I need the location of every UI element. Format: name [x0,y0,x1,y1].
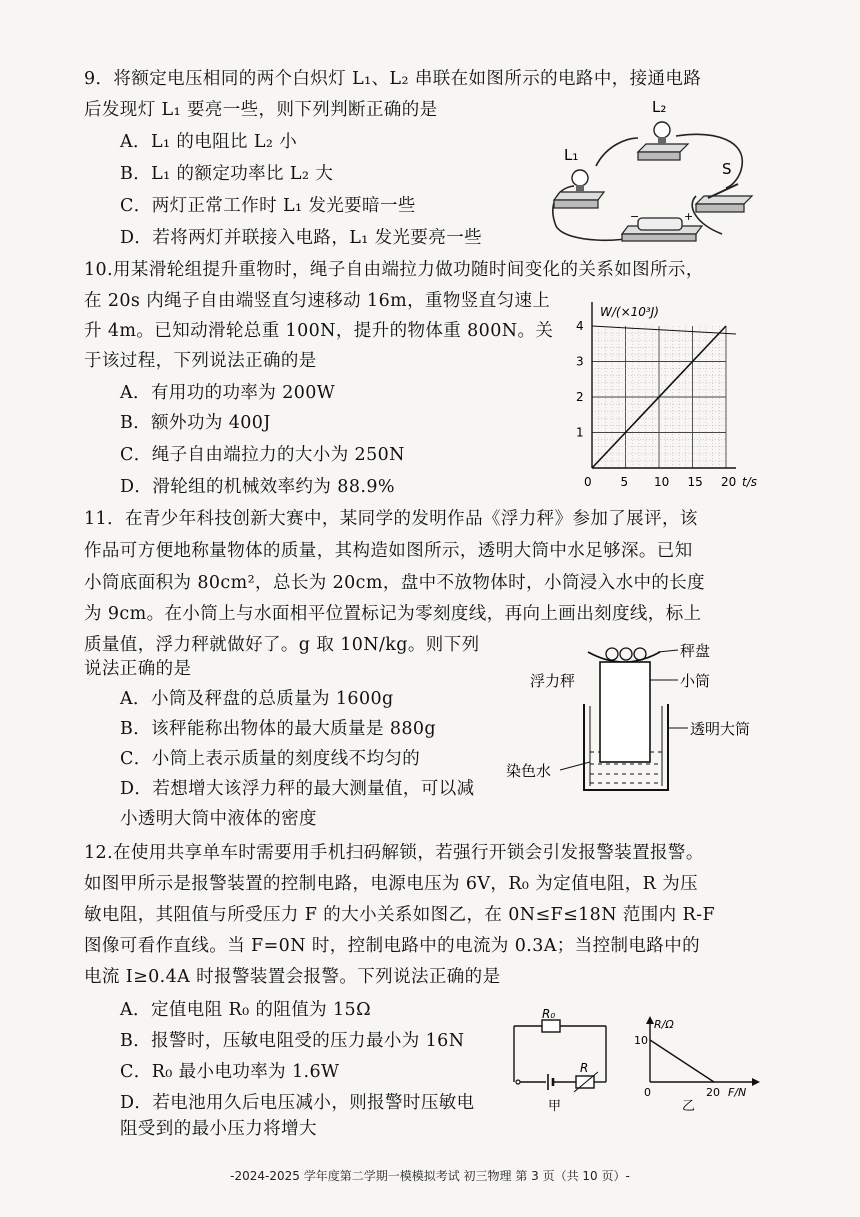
q12-option-c: C．R₀ 最小电功率为 1.6W [120,1062,340,1082]
rf-x20: 20 [706,1086,720,1099]
rf-y10: 10 [634,1034,648,1047]
pan-icon [588,652,660,662]
q12-option-a: A．定值电阻 R₀ 的阻值为 15Ω [120,1000,371,1020]
svg-text:−: − [630,210,640,223]
q11-stem-line-1: 11．在青少年科技创新大赛中，某同学的发明作品《浮力秤》参加了展评，该 [84,509,698,529]
label-l2: L₂ [652,98,667,116]
q11-option-b: B．该秤能称出物体的最大质量是 880g [120,719,437,739]
q11-stem-line-2: 作品可方便地称量物体的质量，其构造如图所示，透明大筒中水足够深。已知 [84,541,693,561]
label-r0: R₀ [542,1007,556,1021]
q12-stem-line-5: 电流 I≥0.4A 时报警装置会报警。下列说法正确的是 [84,967,501,987]
y-tick-label: 2 [576,390,584,404]
label-scale: 浮力秤 [530,672,576,690]
q11-option-d-continued: 小透明大筒中液体的密度 [120,809,317,829]
bulb-l2-icon [654,122,670,138]
q10-stem-line-2: 在 20s 内绳子自由端竖直匀速移动 16m，重物竖直匀速上 [84,291,551,311]
rf-origin: 0 [644,1086,651,1099]
q10-work-time-graph [566,290,766,490]
q11-stem-line-4: 为 9cm。在小筒上与水面相平位置标记为零刻度线，再向上画出刻度线，标上 [84,604,702,624]
top-edge-line [592,326,736,334]
q12-circuit-jia [506,1007,626,1116]
q10-stem-line-1: 10.用某滑轮组提升重物时，绳子自由端拉力做功随时间变化的关系如图所示， [84,260,704,280]
label-pan: 秤盘 [680,642,711,660]
x-tick-label: 15 [687,475,703,489]
q11-buoyancy-scale-figure [500,640,770,800]
q12-stem-line-2: 如图甲所示是报警装置的控制电路，电源电压为 6V，R₀ 为定值电阻，R 为压 [84,874,699,894]
q10-option-c: C．绳子自由端拉力的大小为 250N [120,445,405,465]
y-tick-label: 4 [576,319,584,333]
q10-option-b: B．额外功为 400J [120,413,271,433]
q9-option-c: C．两灯正常工作时 L₁ 发光要暗一些 [120,196,416,216]
caption-yi: 乙 [682,1099,696,1114]
graph-xlabel: t/s [742,475,757,489]
bulb-l1-icon [572,170,588,186]
caption-jia: 甲 [548,1099,562,1114]
q9-option-a: A．L₁ 的电阻比 L₂ 小 [120,132,298,152]
q12-stem-line-3: 敏电阻，其阻值与所受压力 F 的大小关系如图乙，在 0N≤F≤18N 范围内 R-F [84,905,715,925]
q12-stem-line-4: 图像可看作直线。当 F=0N 时，控制电路中的电流为 0.3A；当控制电路中的 [84,936,701,956]
q11-stem-line-3: 小筒底面积为 80cm²，总长为 20cm，盘中不放物体时，小筒浸入水中的长度 [84,573,706,593]
q10-option-d: D．滑轮组的机械效率约为 88.9% [120,477,395,497]
x-tick-label: 20 [721,475,737,489]
r-f-line [650,1040,714,1082]
label-r: R [580,1061,589,1075]
q11-option-c: C．小筒上表示质量的刻度线不均匀的 [120,749,421,769]
q9-circuit-figure [546,96,760,246]
q10-stem-line-3: 升 4m。已知动滑轮总重 100N，提升的物体重 800N。关 [84,321,554,341]
q9-stem-line-2: 后发现灯 L₁ 要亮一些，则下列判断正确的是 [84,100,438,120]
small-tube-icon [600,662,650,762]
q12-option-b: B．报警时，压敏电阻受的压力最小为 16N [120,1031,465,1051]
q12-r-f-graph [628,1016,768,1116]
y-tick-label: 1 [576,425,584,440]
page-footer: -2024-2025 学年度第二学期一模模拟考试 初三物理 第 3 页（共 10 页）- [230,1169,630,1183]
q12-option-d-continued: 阻受到的最小压力将增大 [120,1119,317,1139]
label-big-tube: 透明大筒 [690,720,751,738]
svg-text:+: + [684,210,694,223]
label-s: S [722,160,732,178]
x-tick-label: 10 [654,475,670,489]
y-tick-label: 3 [576,354,584,369]
q11-stem-line-6: 说法正确的是 [84,659,192,679]
q9-stem-line-1: 9．将额定电压相同的两个白炽灯 L₁、L₂ 串联在如图所示的电路中，接通电路 [84,69,702,89]
q9-option-d: D．若将两灯并联接入电路，L₁ 发光要亮一些 [120,228,483,248]
label-l1: L₁ [564,146,579,164]
battery-icon [638,218,682,230]
rf-ylabel: R/Ω [654,1018,674,1031]
resistor-r0-icon [542,1020,560,1032]
q9-option-b: B．L₁ 的额定功率比 L₂ 大 [120,164,334,184]
rf-xlabel: F/N [728,1086,747,1099]
q11-stem-line-5: 质量值，浮力秤就做好了。g 取 10N/kg。则下列 [84,635,480,655]
graph-origin: 0 [584,475,592,489]
q11-option-d: D．若想增大该浮力秤的最大测量值，可以减 [120,779,475,799]
label-water: 染色水 [506,762,552,780]
label-small-tube: 小筒 [680,672,711,690]
q10-stem-line-4: 于该过程，下列说法正确的是 [84,351,317,371]
q11-option-a: A．小筒及秤盘的总质量为 1600g [120,689,394,709]
q10-option-a: A．有用功的功率为 200W [120,383,336,403]
graph-ylabel: W/(×10³J) [600,305,659,319]
q12-option-d: D．若电池用久后电压减小，则报警时压敏电 [120,1093,475,1113]
x-tick-label: 5 [620,475,629,489]
q12-stem-line-1: 12.在使用共享单车时需要用手机扫码解锁，若强行开锁会引发报警装置报警。 [84,843,704,863]
